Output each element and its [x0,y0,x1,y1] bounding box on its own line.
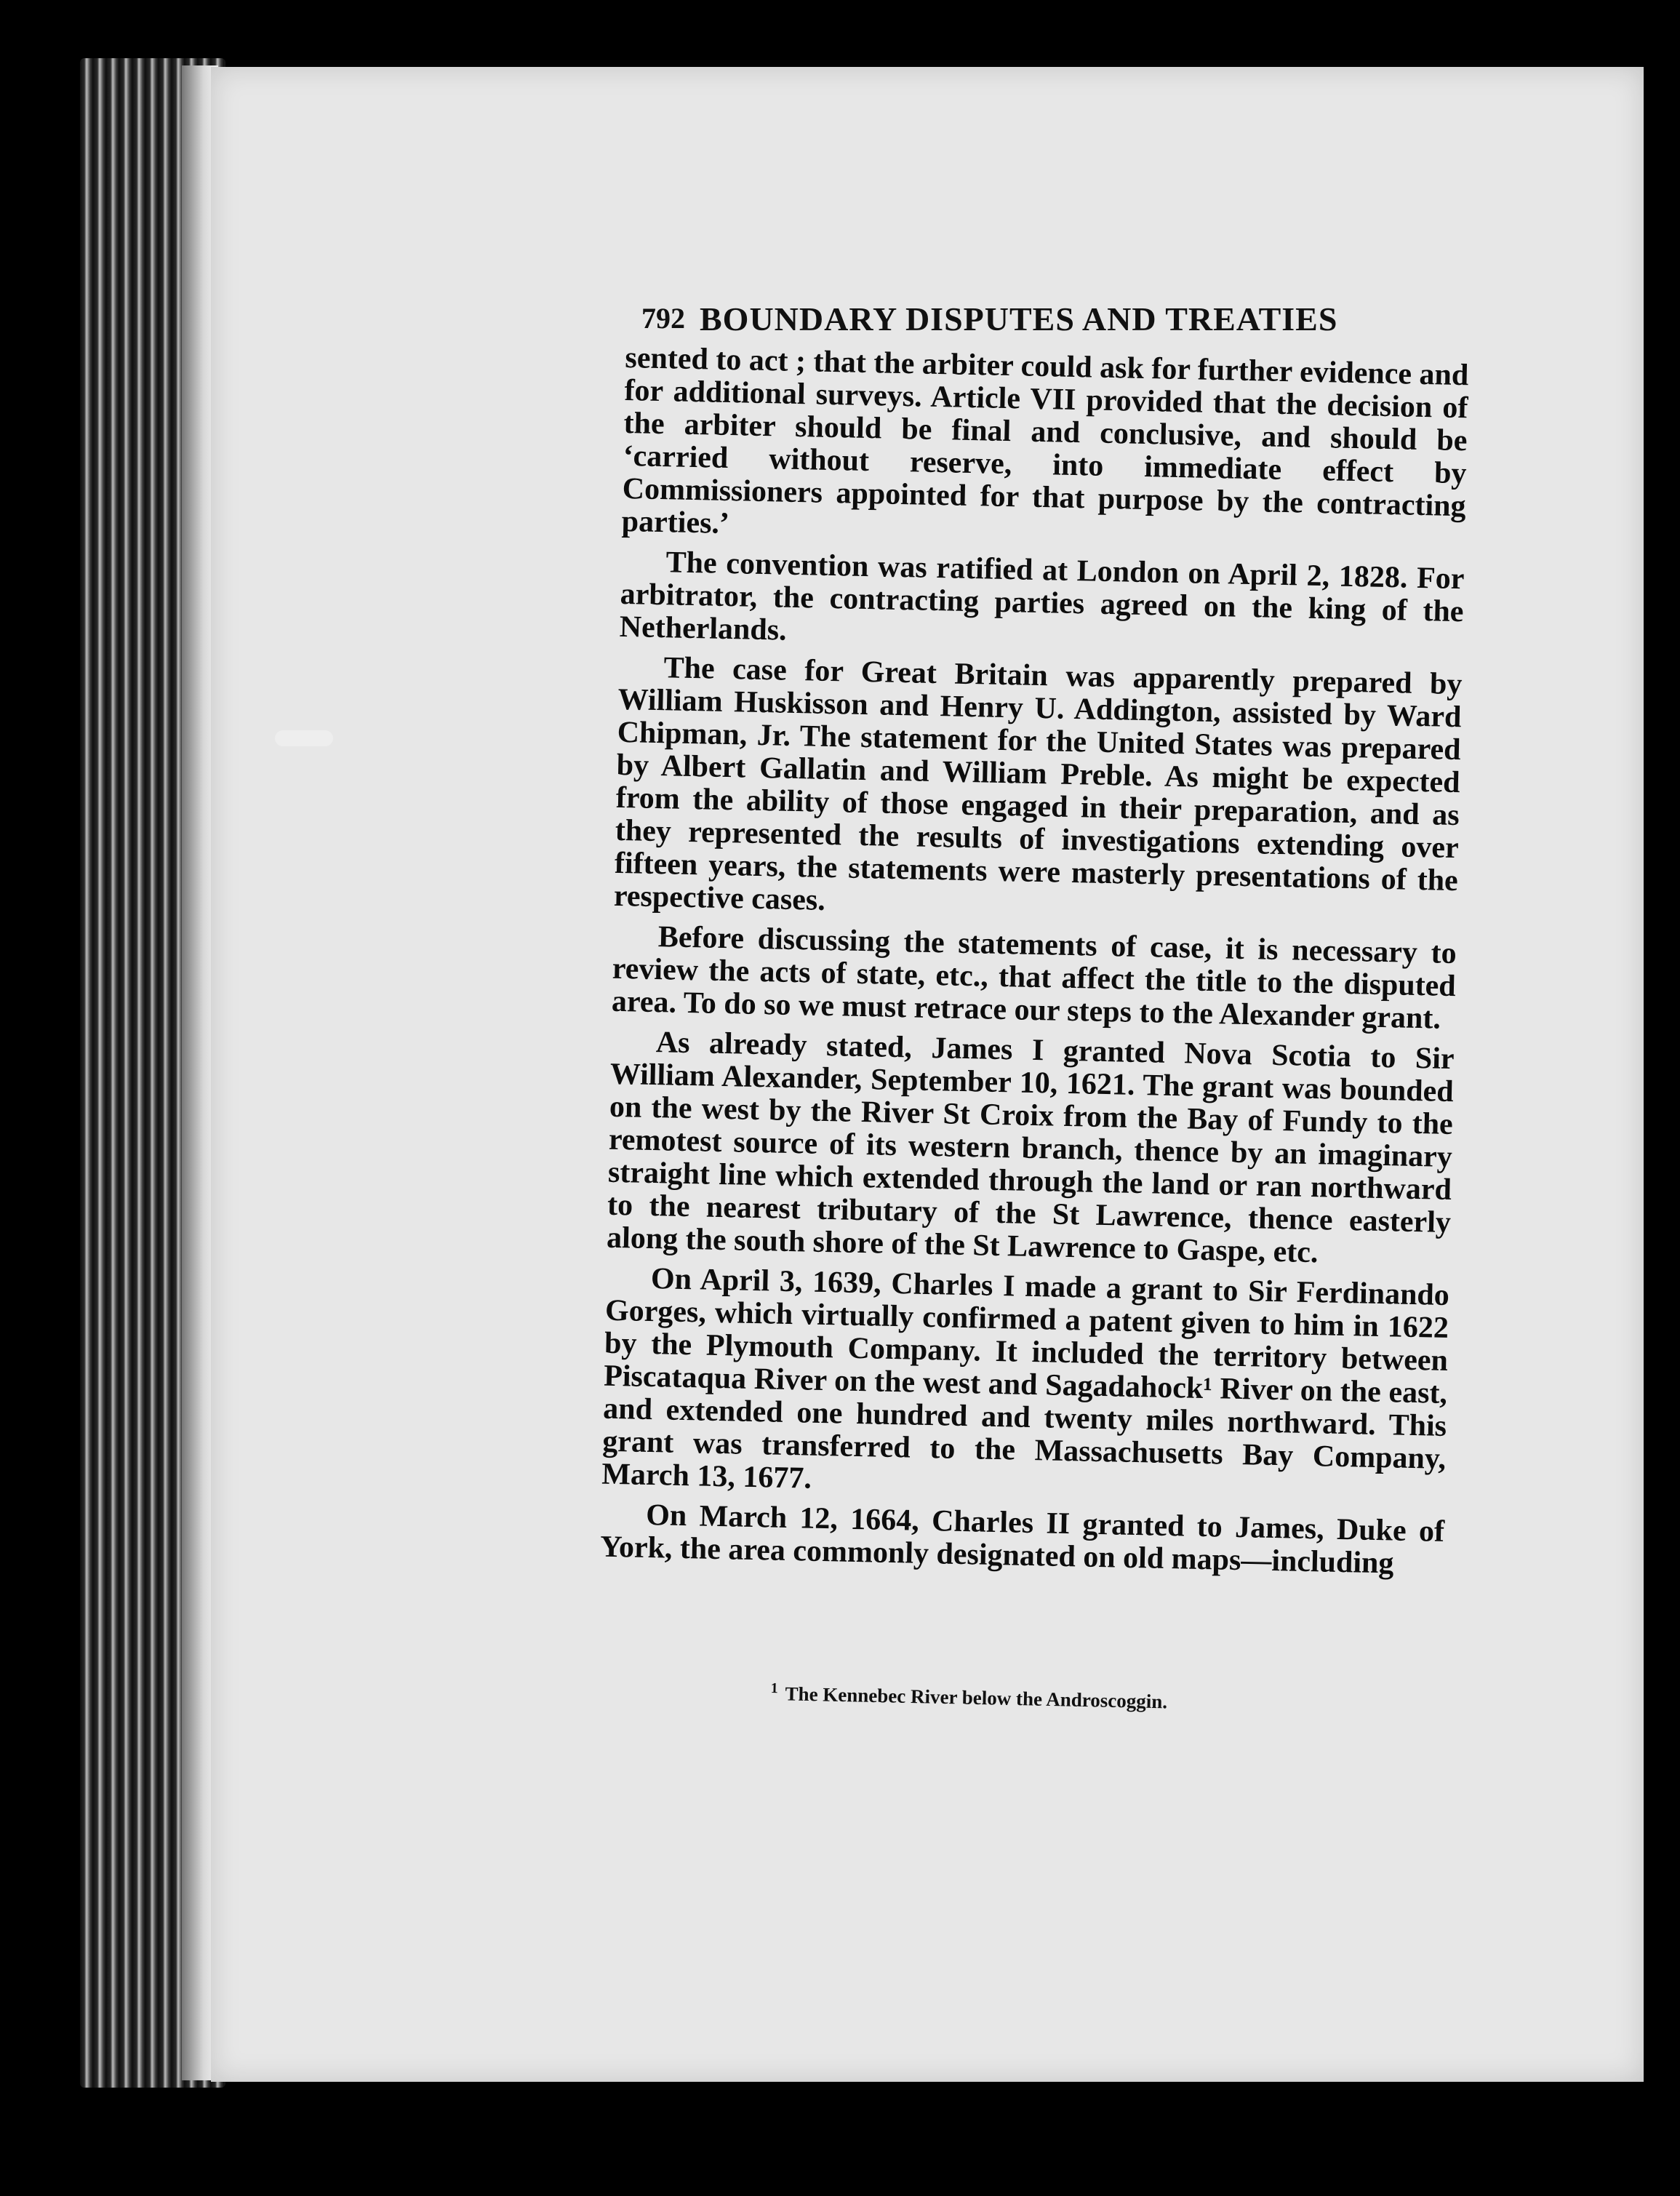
body-text [600,342,1469,1589]
paragraph-7: On March 12, 1664, Charles II granted to James, Duke of York, the area commonly designated on old maps—including [599,1498,1445,1581]
paragraph-6: On April 3, 1639, Charles I made a grant to Sir Ferdinando Gorges, which virtually confirmed a patent given to him in 1622 by the Plymouth Company. It included the territory between Piscataqua River on the west and Sagadahock¹ River on the east, and extended one hundred and twenty miles northward. This grant was transferred to the Massachusetts Bay Company, March 13, 1677. [601,1262,1450,1496]
page-header [641,300,1391,351]
paragraph-4: Before discussing the statements of case, it is necessary to review the acts of state, etc., that affect the title to the disputed area. To do so we must retrace our steps to the Alexander grant. [611,920,1457,1036]
running-title: BOUNDARY DISPUTES AND TREATIES [700,300,1338,338]
footnote-mark: 1 [770,1680,778,1697]
paper-tab-mark [275,730,333,746]
paragraph-2: The convention was ratified at London on April 2, 1828. For arbitrator, the contracting parties agreed on the king of the Netherlands. [619,546,1465,647]
page-number: 792 [641,302,685,335]
footnote-text: The Kennebec River below the Androscoggin. [785,1682,1168,1713]
paragraph-5: As already stated, James I granted Nova Scotia to Sir William Alexander, September 10, 1621. The grant was bounded on the west by the River St Croix from the Bay of Fundy to the remotest source of its western branch, thence by an imaginary straight line which extended through the land or ran northward to the nearest tributary of the St Lawrence, thence easterly along the south shore of the St Lawrence to Gaspe, etc. [606,1026,1455,1270]
paragraph-3: The case for Great Britain was apparently prepared by William Huskisson and Henry U. Addington, assisted by Ward Chipman, Jr. The statement for the United States was prepared by Albert Gallatin and William Preble. As might be expected from the ability of those engaged in their preparation, and as they represented the results of investigations extending over fifteen years, the statements were masterly presentations of the respective cases. [613,651,1463,917]
paragraph-1: sented to act ; that the arbiter could ask for further evidence and for additional surveys. Article VII provided that the decision of the arbiter should be final and conclusive, and should be ‘carried without reserve, into immediate effect by Commissioners appointed for that purpose by the contracting parties.’ [621,341,1469,541]
